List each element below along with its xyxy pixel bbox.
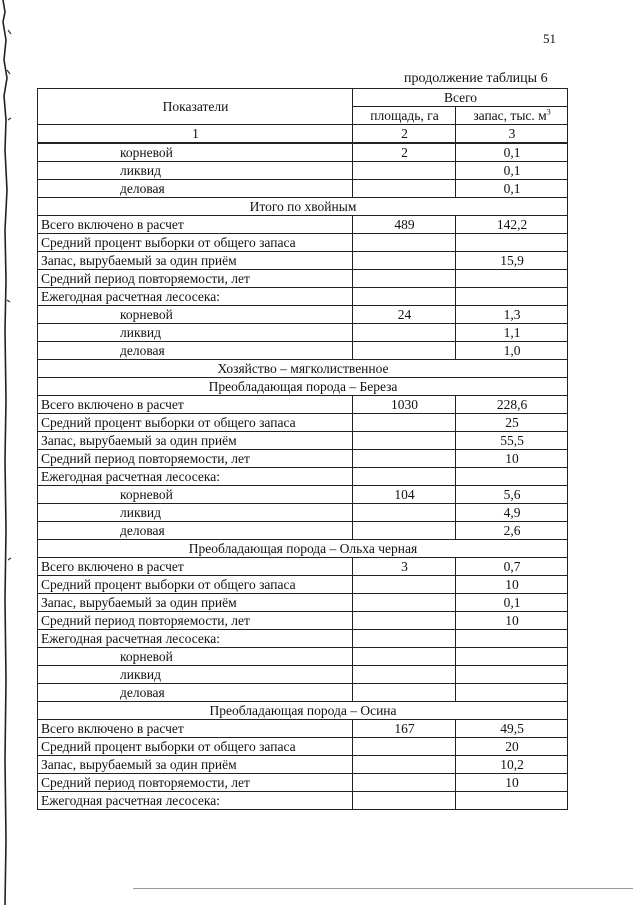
row-label-cell: Всего включено в расчет — [38, 558, 353, 576]
stock-cell: 1,3 — [456, 306, 568, 324]
row-label-cell: Запас, вырубаемый за один приём — [38, 432, 353, 450]
table-row — [38, 612, 568, 630]
area-cell — [353, 234, 456, 252]
header-total: Всего — [353, 89, 568, 107]
stock-cell: 10 — [456, 450, 568, 468]
area-cell — [353, 432, 456, 450]
table-row — [38, 216, 568, 234]
column-number-2: 2 — [353, 125, 456, 144]
stock-cell: 10 — [456, 612, 568, 630]
stock-cell — [456, 288, 568, 306]
table-row — [38, 180, 568, 198]
stock-cell: 15,9 — [456, 252, 568, 270]
row-label-cell: Ежегодная расчетная лесосека: — [38, 630, 353, 648]
table-continuation-caption: продолжение таблицы 6 — [404, 71, 548, 86]
row-label-cell: ликвид — [38, 162, 353, 180]
row-label-cell: Средний процент выборки от общего запаса — [38, 576, 353, 594]
table-row — [38, 378, 568, 396]
area-cell: 2 — [353, 143, 456, 162]
table-row — [38, 234, 568, 252]
stock-cell — [456, 234, 568, 252]
area-cell — [353, 756, 456, 774]
stock-cell: 0,1 — [456, 162, 568, 180]
column-number-row — [38, 125, 568, 144]
row-label-cell: Запас, вырубаемый за один приём — [38, 756, 353, 774]
table-row — [38, 162, 568, 180]
table-row — [38, 594, 568, 612]
row-label-cell: Всего включено в расчет — [38, 216, 353, 234]
stock-cell: 2,6 — [456, 522, 568, 540]
table-row — [38, 432, 568, 450]
row-label-cell: Средний период повторяемости, лет — [38, 774, 353, 792]
area-cell: 24 — [353, 306, 456, 324]
row-label-cell: ликвид — [38, 504, 353, 522]
table-row — [38, 774, 568, 792]
row-label-cell: деловая — [38, 684, 353, 702]
area-cell — [353, 252, 456, 270]
area-cell — [353, 288, 456, 306]
table-row — [38, 540, 568, 558]
area-cell — [353, 576, 456, 594]
table-row — [38, 396, 568, 414]
header-indicators: Показатели — [38, 89, 353, 125]
row-label-cell: Средний период повторяемости, лет — [38, 450, 353, 468]
table-row — [38, 288, 568, 306]
row-label-cell: Запас, вырубаемый за один приём — [38, 252, 353, 270]
row-label-cell: Средний период повторяемости, лет — [38, 612, 353, 630]
area-cell — [353, 612, 456, 630]
row-label-cell: Средний процент выборки от общего запаса — [38, 738, 353, 756]
header-stock — [456, 107, 568, 125]
area-cell — [353, 270, 456, 288]
area-cell — [353, 342, 456, 360]
header-stock-text: запас, тыс. м — [473, 107, 547, 123]
table-row — [38, 198, 568, 216]
table-row — [38, 504, 568, 522]
stock-cell: 4,9 — [456, 504, 568, 522]
table-row — [38, 792, 568, 810]
section-heading-cell: Преобладающая порода – Ольха черная — [38, 540, 568, 558]
table-row — [38, 720, 568, 738]
stock-cell: 0,1 — [456, 180, 568, 198]
row-label-cell: Всего включено в расчет — [38, 720, 353, 738]
row-label-cell: Ежегодная расчетная лесосека: — [38, 792, 353, 810]
area-cell — [353, 162, 456, 180]
area-cell — [353, 180, 456, 198]
area-cell — [353, 738, 456, 756]
stock-cell: 20 — [456, 738, 568, 756]
forest-felling-table — [37, 88, 568, 810]
row-label-cell: деловая — [38, 342, 353, 360]
row-label-cell: корневой — [38, 306, 353, 324]
scan-bottom-line — [133, 888, 633, 889]
stock-cell: 0,7 — [456, 558, 568, 576]
stock-cell — [456, 684, 568, 702]
stock-cell — [456, 630, 568, 648]
area-cell: 167 — [353, 720, 456, 738]
row-label-cell: корневой — [38, 486, 353, 504]
stock-cell: 1,1 — [456, 324, 568, 342]
area-cell — [353, 774, 456, 792]
page-number: 51 — [543, 31, 556, 46]
area-cell — [353, 648, 456, 666]
row-label-cell: деловая — [38, 180, 353, 198]
stock-cell: 25 — [456, 414, 568, 432]
stock-cell: 1,0 — [456, 342, 568, 360]
stock-cell: 10 — [456, 576, 568, 594]
table-row — [38, 450, 568, 468]
area-cell — [353, 630, 456, 648]
table-row — [38, 342, 568, 360]
row-label-cell: Средний процент выборки от общего запаса — [38, 414, 353, 432]
row-label-cell: Всего включено в расчет — [38, 396, 353, 414]
stock-cell — [456, 666, 568, 684]
table-body — [38, 143, 568, 810]
row-label-cell: Средний процент выборки от общего запаса — [38, 234, 353, 252]
scan-edge-marks — [0, 0, 14, 905]
area-cell: 489 — [353, 216, 456, 234]
stock-cell: 0,1 — [456, 143, 568, 162]
area-cell — [353, 666, 456, 684]
area-cell — [353, 522, 456, 540]
row-label-cell: ликвид — [38, 666, 353, 684]
table-row — [38, 738, 568, 756]
header-area: площадь, га — [353, 107, 456, 125]
area-cell — [353, 468, 456, 486]
table-row — [38, 143, 568, 162]
table-row — [38, 756, 568, 774]
row-label-cell: ликвид — [38, 324, 353, 342]
table-row — [38, 306, 568, 324]
stock-cell — [456, 468, 568, 486]
table-row — [38, 252, 568, 270]
row-label-cell: корневой — [38, 648, 353, 666]
table-header-row — [38, 89, 568, 107]
section-heading-cell: Преобладающая порода – Береза — [38, 378, 568, 396]
table-row — [38, 576, 568, 594]
column-number-1: 1 — [38, 125, 353, 144]
table-row — [38, 414, 568, 432]
stock-cell — [456, 648, 568, 666]
table-row — [38, 630, 568, 648]
table-row — [38, 702, 568, 720]
section-heading-cell: Хозяйство – мягколиственное — [38, 360, 568, 378]
forest-table-wrapper — [37, 88, 568, 810]
row-label-cell: Средний период повторяемости, лет — [38, 270, 353, 288]
table-row — [38, 360, 568, 378]
area-cell — [353, 504, 456, 522]
section-heading-cell: Преобладающая порода – Осина — [38, 702, 568, 720]
area-cell: 104 — [353, 486, 456, 504]
table-row — [38, 468, 568, 486]
table-row — [38, 684, 568, 702]
area-cell — [353, 450, 456, 468]
column-number-3: 3 — [456, 125, 568, 144]
stock-cell: 228,6 — [456, 396, 568, 414]
area-cell: 3 — [353, 558, 456, 576]
row-label-cell: корневой — [38, 143, 353, 162]
row-label-cell: Ежегодная расчетная лесосека: — [38, 468, 353, 486]
area-cell — [353, 324, 456, 342]
stock-cell: 0,1 — [456, 594, 568, 612]
table-row — [38, 648, 568, 666]
table-row — [38, 522, 568, 540]
area-cell: 1030 — [353, 396, 456, 414]
row-label-cell: Ежегодная расчетная лесосека: — [38, 288, 353, 306]
stock-cell: 55,5 — [456, 432, 568, 450]
stock-cell — [456, 792, 568, 810]
stock-cell: 142,2 — [456, 216, 568, 234]
area-cell — [353, 594, 456, 612]
stock-cell — [456, 270, 568, 288]
table-row — [38, 270, 568, 288]
row-label-cell: Запас, вырубаемый за один приём — [38, 594, 353, 612]
section-heading-cell: Итого по хвойным — [38, 198, 568, 216]
area-cell — [353, 792, 456, 810]
table-row — [38, 558, 568, 576]
stock-cell: 10,2 — [456, 756, 568, 774]
stock-cell: 10 — [456, 774, 568, 792]
area-cell — [353, 414, 456, 432]
header-stock-superscript: 3 — [546, 107, 551, 116]
stock-cell: 5,6 — [456, 486, 568, 504]
table-row — [38, 486, 568, 504]
table-row — [38, 324, 568, 342]
area-cell — [353, 684, 456, 702]
row-label-cell: деловая — [38, 522, 353, 540]
stock-cell: 49,5 — [456, 720, 568, 738]
table-row — [38, 666, 568, 684]
